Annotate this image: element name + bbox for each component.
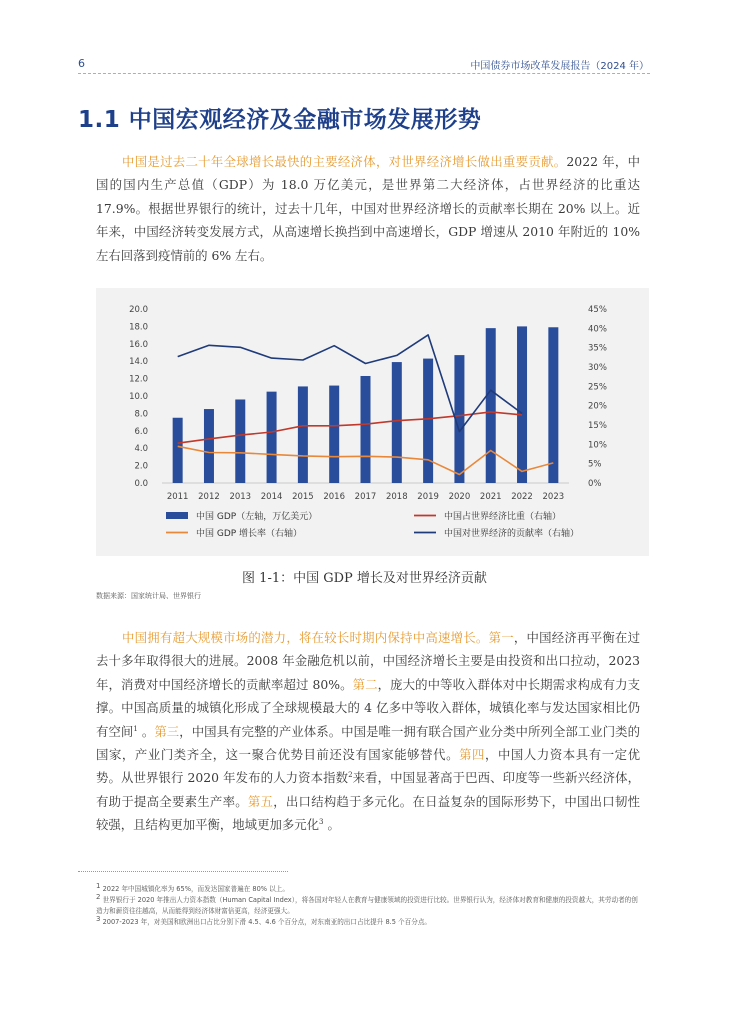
x-axis-tick: 2015 (292, 492, 314, 502)
page-number: 6 (78, 57, 85, 70)
right-axis-tick: 10% (588, 440, 607, 451)
right-axis-tick: 40% (588, 324, 607, 335)
gdp-bar (361, 376, 371, 483)
legend-label: 中国 GDP 增长率（右轴） (196, 529, 303, 539)
x-axis-tick: 2018 (385, 492, 408, 502)
x-axis-tick: 2014 (260, 492, 283, 502)
footnote-ref-3: 3 (319, 818, 324, 827)
gdp-bar (267, 392, 277, 483)
x-axis-tick: 2019 (417, 492, 439, 502)
left-axis-tick: 14.0 (129, 357, 148, 368)
point-fourth-end: 来看，中国显著高于巴西、印度等一些新兴经济体，有助于提高全要素生产率。 (96, 770, 641, 809)
para2-highlight: 中国拥有超大规模市场的潜力，将在较长时期内保持中高速增长。 (122, 630, 489, 645)
gdp-bar (298, 386, 308, 483)
gdp-chart-svg (96, 288, 649, 556)
left-axis-tick: 16.0 (129, 339, 148, 350)
gdp-bar (173, 418, 183, 483)
point-third-text: ，中国具有完整的产业体系。中国是唯一拥有联合国产业分类中所列全部工业门类的国家，产业门类齐全，这一聚合优势目前还没有国家能够替代。 (96, 723, 641, 763)
footnote-ref-1: 1 (133, 724, 138, 733)
footnote-1-number: 1 (96, 881, 101, 890)
gdp-bar (329, 386, 339, 483)
footnote-ref-2: 2 (348, 771, 353, 780)
right-axis-tick: 35% (588, 343, 607, 354)
paragraph-2 (96, 626, 640, 837)
point-third: 第三 (154, 723, 180, 739)
right-axis-tick: 20% (588, 401, 607, 412)
left-axis-tick: 4.0 (134, 444, 148, 455)
gdp-bar (423, 359, 433, 483)
footnote-1-text: 2022 年中国城镇化率为 65%，而发达国家普遍在 80% 以上。 (102, 885, 289, 893)
right-axis-tick: 0% (588, 479, 602, 489)
right-axis-tick: 25% (588, 382, 607, 393)
point-first: 第一 (488, 630, 514, 645)
gdp-bar (235, 399, 245, 483)
legend-label: 中国 GDP（左轴，万亿美元） (196, 512, 318, 522)
point-fourth: 第四 (459, 747, 485, 763)
left-axis-tick: 12.0 (129, 374, 148, 385)
x-axis-tick: 2013 (229, 492, 252, 502)
footnote-divider (78, 871, 288, 872)
footnote-2 (96, 892, 641, 917)
gdp-bar (517, 326, 527, 483)
x-axis-tick: 2011 (166, 492, 189, 502)
point-first-text: ，中国经济再平衡在过去十多年取得很大的进展。2008 年金融危机以前，中国经济增长主要是由投资和出口拉动，2023 年，消费对中国经济增长的贡献率超过 80%。 (96, 630, 641, 692)
left-axis-tick: 0.0 (134, 479, 148, 489)
left-axis-tick: 20.0 (129, 305, 148, 315)
right-axis-tick: 30% (588, 363, 607, 373)
footnote-3 (96, 914, 641, 928)
point-second: 第二 (352, 676, 378, 692)
section-title: 1.1 中国宏观经济及金融市场发展形势 (78, 107, 482, 133)
figure-caption: 图 1-1：中国 GDP 增长及对世界经济贡献 (242, 571, 487, 586)
point-second-end: 。 (137, 723, 155, 739)
footnote-2-text: 世界银行于 2020 年推出人力资本指数（Human Capital Index），将各国对年轻人在教育与健康领域的投资进行比较。世界银行认为，经济体对教育和健康的投资越大，其劳动者的创造力和薪资往往越高，从而能得到经济体财富倍更高，经济更强大。 (96, 896, 638, 915)
para1-highlight: 中国是过去二十年全球增长最快的主要经济体，对世界经济增长做出重要贡献。 (122, 154, 567, 169)
left-axis-tick: 8.0 (134, 409, 148, 420)
x-axis-tick: 2012 (198, 492, 220, 502)
left-axis-tick: 10.0 (129, 392, 148, 402)
contribution-line (178, 335, 522, 432)
gdp-chart (96, 288, 649, 556)
left-axis-tick: 18.0 (129, 322, 148, 333)
footnote-3-number: 3 (96, 914, 101, 923)
point-second-text: ，庞大的中等收入群体对中长期需求构成有力支撑。中国高质量的城镇化形成了全球规模最大的 4 亿多中等收入群体，城镇化率与发达国家相比仍有空间 (96, 676, 641, 739)
paragraph-1 (96, 150, 640, 267)
x-axis-tick: 2020 (448, 492, 471, 502)
x-axis-tick: 2016 (323, 492, 346, 502)
point-fifth-text: ，出口结构趋于多元化。在日益复杂的国际形势下，中国出口韧性较强，且结构更加平衡，地域更加多元化 (96, 793, 641, 833)
footnote-1 (96, 881, 641, 895)
legend-label: 中国占世界经济比重（右轴） (444, 512, 562, 522)
point-fifth-end: 。 (323, 817, 340, 833)
right-axis-tick: 5% (588, 459, 602, 470)
point-fifth: 第五 (247, 793, 274, 809)
x-axis-tick: 2021 (479, 492, 502, 502)
footnotes (96, 881, 641, 928)
running-header: 中国债券市场改革发展报告（2024 年） (470, 61, 649, 72)
footnote-3-text: 2007-2023 年，对美国和欧洲出口占比分别下滑 4.5、4.6 个百分点，对东南亚的出口占比提升 8.5 个百分点。 (102, 918, 432, 926)
point-fourth-text: ，中国人力资本具有一定优势。从世界银行 2020 年发布的人力资本指数 (96, 747, 641, 786)
gdp-bar (486, 328, 496, 483)
gdp-bar (204, 409, 214, 483)
x-axis-tick: 2023 (542, 492, 565, 502)
right-axis-tick: 15% (588, 421, 607, 431)
footnote-2-number: 2 (96, 892, 101, 901)
legend-swatch-bar (166, 512, 188, 519)
figure-source: 数据来源：国家统计局、世界银行 (96, 592, 201, 600)
left-axis-tick: 6.0 (134, 426, 148, 437)
gdp-bar (548, 327, 558, 483)
gdp-bar (392, 362, 402, 483)
x-axis-tick: 2017 (354, 492, 377, 502)
left-axis-tick: 2.0 (134, 461, 148, 472)
right-axis-tick: 45% (588, 305, 607, 315)
legend-label: 中国对世界经济的贡献率（右轴） (444, 529, 580, 539)
header-divider (78, 73, 650, 74)
x-axis-tick: 2022 (511, 492, 533, 502)
para1-body: 2022 年，中国的国内生产总值（GDP）为 18.0 万亿美元，是世界第二大经济体，占世界经济的比重达 17.9%。根据世界银行的统计，过去十几年，中国对世界经济增长的贡献率长期在 20% 以上。近年来，中国经济转变发展方式，从高速增长换挡到中高速增长，GDP 增速从 2010 年附近的 10% 左右回落到疫情前的 6% 左右。 (96, 154, 640, 263)
